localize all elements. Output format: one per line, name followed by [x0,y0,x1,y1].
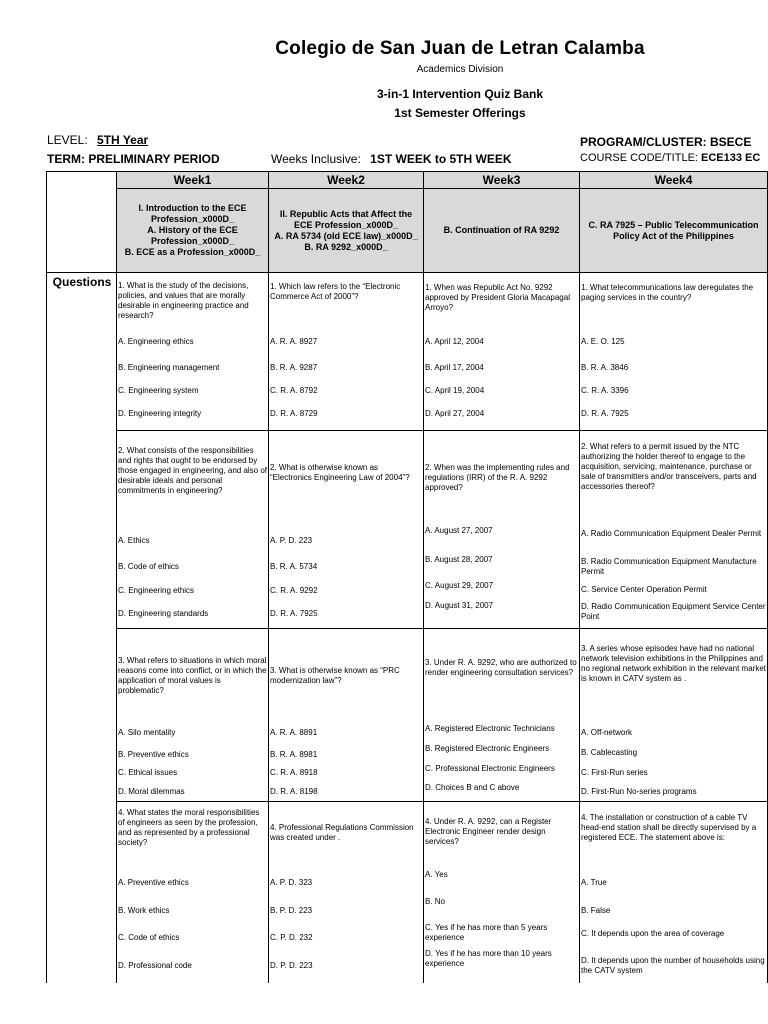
answer-choice: D. First-Run No-series programs [581,787,697,796]
answer-choice: D. Yes if he has more than 10 years experience [425,949,552,968]
answer-choice: A. P. D. 223 [270,536,313,545]
course-row [580,152,760,164]
topic-line: A. RA 5734 (old ECE law)_x000D_ [274,230,418,241]
weeks-value: 1ST WEEK to 5TH WEEK [370,152,512,166]
answer-choice: D. Engineering standards [118,609,209,618]
answer-choice: C. Engineering ethics [118,586,195,595]
answer-choice: C. Service Center Operation Permit [581,585,707,594]
row-divider [46,272,768,273]
answer-choice: A. Registered Electronic Technicians [425,724,555,733]
answer-choice: B. Registered Electronic Engineers [425,744,550,753]
column-divider [268,171,269,983]
column-divider [116,171,117,983]
answer-choice: D. P. D. 223 [270,961,313,970]
answer-choice: C. August 29, 2007 [425,581,494,590]
level-value: 5TH Year [97,133,149,147]
week-header: Week3 [424,172,579,188]
answer-choice: C. R. A. 9292 [270,586,318,595]
column-divider [423,171,424,983]
answer-choice: D. R. A. 7925 [581,409,629,418]
weeks-row [271,152,512,166]
program-label: PROGRAM/CLUSTER: BSECE [580,135,752,149]
answer-choice: B. Radio Communication Equipment Manufacture Permit [581,557,757,576]
answer-choice: C. It depends upon the area of coverage [581,929,725,938]
answer-choice: B. R. A. 8981 [270,750,318,759]
answer-choice: C. R. A. 8918 [270,768,318,777]
answer-choice: A. Preventive ethics [118,878,189,887]
answer-choice: C. P. D. 232 [270,933,313,942]
row-divider [116,628,768,629]
answer-choice: B. False [581,906,611,915]
question-text: 2. What is otherwise known as “Electronics Engineering Law of 2004”? [270,463,410,482]
answer-choice: D. Engineering integrity [118,409,202,418]
quiz-table [46,171,768,983]
answer-choice: A. Yes [425,870,448,879]
semester-title: 1st Semester Offerings [394,106,526,120]
course-label: COURSE CODE/TITLE: [580,152,698,164]
question-text: 4. The installation or construction of a cable TV head-end station shall be directly supervised by a registered ECE. The statement above is: [581,813,757,842]
answer-choice: D. It depends upon the number of households using the CATV system [581,956,765,975]
question-text: 2. What consists of the responsibilities and rights that ought to be endorsed by those engaged in engineering, and also of desirable ideals and personal commitments in engineering? [118,446,268,495]
week-header: Week4 [580,172,767,188]
topic-line: B. Continuation of RA 9292 [443,225,560,235]
division-label: Academics Division [416,64,504,75]
topic-cell [269,189,423,272]
answer-choice: B. Preventive ethics [118,750,189,759]
answer-choice: A. Silo mentality [118,728,176,737]
weeks-label: Weeks Inclusive: [271,152,361,166]
answer-choice: B. August 28, 2007 [425,555,493,564]
answer-choice: C. Code of ethics [118,933,180,942]
question-text: 1. What telecommunications law deregulates the paging services in the country? [581,283,754,302]
answer-choice: A. Engineering ethics [118,337,194,346]
question-text: 1. What is the study of the decisions, policies, and values that are morally desirable in engineering practice and research? [118,281,249,320]
question-text: 3. A series whose episodes have had no national network television exhibitions in the Philippines and no regional network exhibition in the relevant market is known in CATV system as . [581,644,766,683]
answer-choice: A. P. D. 323 [270,878,313,887]
answer-choice: B. R. A. 5734 [270,562,318,571]
topic-line: B. ECE as a Profession_x000D_ [124,247,261,257]
answer-choice: D. R. A. 8729 [270,409,318,418]
answer-choice: D. Moral dilemmas [118,787,185,796]
answer-choice: A. Radio Communication Equipment Dealer Permit [581,529,762,538]
question-text: 4. What states the moral responsibilities of engineers as seen by the profession, and as represented by a professional society? [118,808,260,847]
answer-choice: C. Ethical issues [118,768,178,777]
week-header: Week1 [117,172,268,188]
question-text: 3. Under R. A. 9292, who are authorized to render engineering consultation services? [425,658,577,677]
topic-line: C. RA 7925 – Public Telecommunication Policy Act of the Philippines [588,219,759,241]
questions-label: Questions [52,275,112,289]
question-text: 3. What is otherwise known as “PRC modernization law”? [270,666,400,685]
answer-choice: D. Professional code [118,961,192,970]
level-row [47,133,148,147]
quiz-bank-title: 3-in-1 Intervention Quiz Bank [376,87,544,101]
answer-choice: A. R. A. 8891 [270,728,318,737]
answer-choice: D. R. A. 7925 [270,609,318,618]
answer-choice: B. R. A. 3846 [581,363,629,372]
answer-choice: A. E. O. 125 [581,337,625,346]
answer-choice: B. Cablecasting [581,748,638,757]
answer-choice: D. April 27, 2004 [425,409,485,418]
answer-choice: B. Engineering management [118,363,220,372]
answer-choice: B. No [425,897,446,906]
answer-choice: C. Professional Electronic Engineers [425,764,555,773]
question-text: 1. Which law refers to the “Electronic Commerce Act of 2000”? [270,282,401,301]
week-header: Week2 [269,172,423,188]
question-text: 4. Professional Regulations Commission was created under . [270,823,414,842]
answer-choice: B. April 17, 2004 [425,363,484,372]
question-text: 3. What refers to situations in which moral reasons come into conflict, or in which the application of moral values is problematic? [118,656,267,695]
answer-choice: C. Yes if he has more than 5 years experience [425,923,548,942]
course-value: ECE133 EC [701,152,761,164]
answer-choice: D. August 31, 2007 [425,601,494,610]
question-text: 2. When was the implementing rules and regulations (IRR) of the R. A. 9292 approved? [425,463,570,492]
question-text: 2. What refers to a permit issued by the NTC authorizing the holder thereof to engage to the acquisition, servicing, maintenance, purchase or sale of transmitters and/or transceivers, parts and accessories thereof? [581,442,757,491]
answer-choice: A. True [581,878,607,887]
row-divider [116,430,768,431]
topic-cell [424,189,579,272]
answer-choice: A. Ethics [118,536,150,545]
answer-choice: C. Engineering system [118,386,199,395]
topic-cell [117,189,268,272]
school-title: Colegio de San Juan de Letran Calamba [275,38,645,59]
answer-choice: A. R. A. 8927 [270,337,318,346]
topic-line: II. Republic Acts that Affect the ECE Profession_x000D_ [279,208,413,230]
answer-choice: D. Radio Communication Equipment Service Center Point [581,602,766,621]
question-text: 1. When was Republic Act No. 9292 approved by President Gloria Macapagal Arroyo? [425,283,570,312]
row-divider [116,801,768,802]
term-label: TERM: PRELIMINARY PERIOD [47,152,220,166]
column-divider [579,171,580,983]
answer-choice: A. April 12, 2004 [425,337,484,346]
answer-choice: C. First-Run series [581,768,648,777]
answer-choice: B. Code of ethics [118,562,179,571]
level-label: LEVEL: [47,133,88,147]
answer-choice: D. R. A. 8198 [270,787,318,796]
table-border-left [46,171,47,983]
topic-line: B. RA 9292_x000D_ [304,241,388,252]
topic-line: I. Introduction to the ECE Profession_x000D_ [138,203,247,224]
answer-choice: A. August 27, 2007 [425,526,493,535]
answer-choice: C. R. A. 3396 [581,386,629,395]
answer-choice: D. Choices B and C above [425,783,520,792]
answer-choice: B. Work ethics [118,906,170,915]
answer-choice: A. Off-network [581,728,632,737]
question-text: 4. Under R. A. 9292, can a Register Electronic Engineer render design services? [425,817,552,846]
answer-choice: C. April 19, 2004 [425,386,485,395]
topic-cell [580,189,767,272]
answer-choice: C. R. A. 8792 [270,386,318,395]
answer-choice: B. R. A. 9287 [270,363,318,372]
answer-choice: B. P. D. 223 [270,906,313,915]
topic-line: A. History of the ECE Profession_x000D_ [147,225,238,246]
